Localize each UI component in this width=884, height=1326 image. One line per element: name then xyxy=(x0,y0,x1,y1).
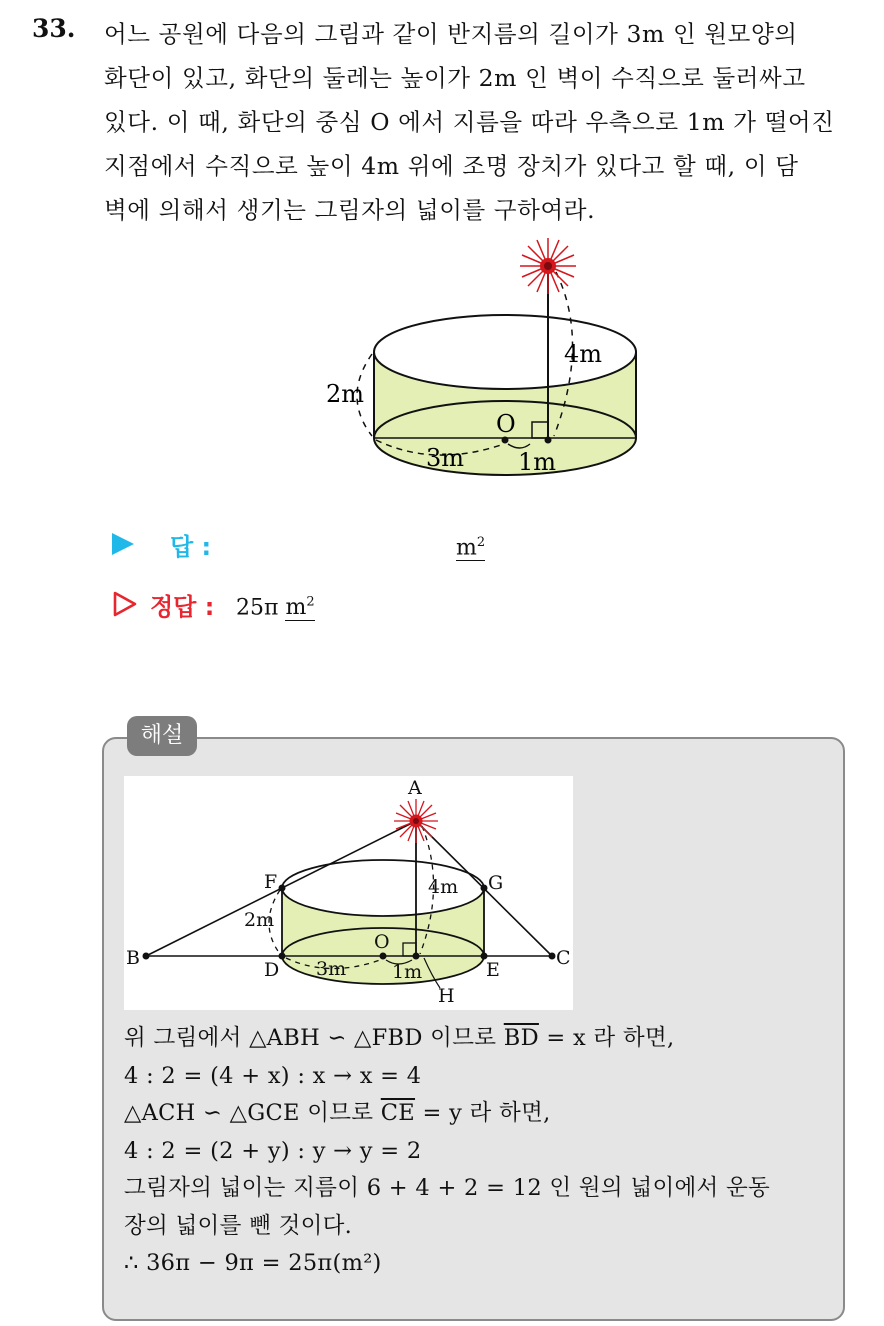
point-f-label: F xyxy=(264,871,278,893)
play-triangle-icon xyxy=(112,533,134,555)
answer-row xyxy=(108,527,608,561)
light-icon xyxy=(520,238,576,294)
point-h-label: H xyxy=(438,985,455,1007)
height-light-label: 4m xyxy=(428,876,459,898)
solution-line: 그림자의 넓이는 지름이 6 + 4 + 2 = 12 인 원의 넓이에서 운동 xyxy=(124,1175,771,1201)
correct-label: 정답 : xyxy=(150,593,215,621)
point-e-label: E xyxy=(486,959,500,981)
solution-line: 장의 넓이를 뺀 것이다. xyxy=(124,1212,353,1239)
center-label: O xyxy=(496,410,516,438)
solution-line: 4 : 2 = (4 + x) : x → x = 4 xyxy=(124,1062,422,1089)
question-line: 화단이 있고, 화단의 둘레는 높이가 2m 인 벽이 수직으로 둘러싸고 xyxy=(104,64,806,92)
solution-line: ∴ 36π − 9π = 25π(m²) xyxy=(124,1250,382,1276)
question-line: 어느 공원에 다음의 그림과 같이 반지름의 길이가 3m 인 원모양의 xyxy=(104,20,798,48)
answer-unit: $m^2$ xyxy=(456,531,485,561)
point-c-label: C xyxy=(556,947,571,969)
correct-value: 25π $m^2$ xyxy=(236,595,315,621)
solution-line: 4 : 2 = (2 + y) : y → y = 2 xyxy=(124,1137,422,1164)
solution-tab: 해설 xyxy=(127,716,197,756)
offset-label: 1m xyxy=(518,448,557,476)
question-number: 33. xyxy=(32,14,76,43)
segment-bd: $\overline{BD}$ xyxy=(503,1025,539,1051)
garden-figure xyxy=(314,232,654,488)
offset-label: 1m xyxy=(392,961,423,983)
question-text xyxy=(104,12,864,232)
point-a-label: A xyxy=(408,777,422,799)
question-line: 있다. 이 때, 화단의 중심 O 에서 지름을 따라 우측으로 1m 가 떨어진 xyxy=(104,108,835,136)
height-light-label: 4m xyxy=(564,340,603,368)
point-o-label: O xyxy=(374,931,390,953)
point-g-label: G xyxy=(488,872,504,894)
height-wall-label: 2m xyxy=(326,380,365,408)
point-b-label: B xyxy=(126,947,140,969)
point-d-label: D xyxy=(264,959,280,981)
outline-triangle-icon xyxy=(112,591,138,617)
solution-text xyxy=(124,1020,836,1283)
segment-ce: $\overline{CE}$ xyxy=(380,1100,416,1126)
solution-line: 위 그림에서 △ABH ∽ △FBD 이므로 $\overline{BD} = x$ 라 하면, xyxy=(124,1025,675,1051)
solution-line: △ACH ∽ △GCE 이므로 $\overline{CE} = y$ 라 하면, xyxy=(124,1100,551,1126)
radius-label: 3m xyxy=(426,444,465,472)
answer-label: 답 : xyxy=(170,533,212,561)
question-line: 벽에 의해서 생기는 그림자의 넓이를 구하여라. xyxy=(104,196,596,224)
height-wall-label: 2m xyxy=(244,909,275,931)
correct-answer-row xyxy=(108,587,608,623)
light-icon xyxy=(394,799,438,843)
radius-label: 3m xyxy=(316,958,347,980)
solution-figure xyxy=(124,776,573,1010)
question-line: 지점에서 수직으로 높이 4m 위에 조명 장치가 있다고 할 때, 이 담 xyxy=(104,152,799,180)
